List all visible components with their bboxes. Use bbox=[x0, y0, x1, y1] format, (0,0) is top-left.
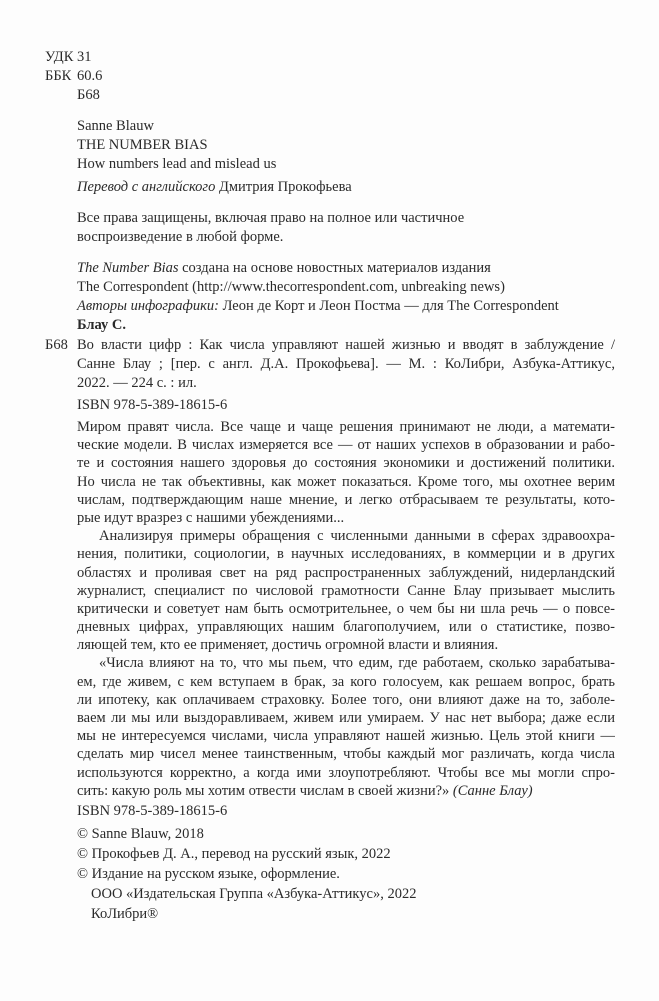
udk-label: УДК bbox=[45, 49, 74, 65]
publisher-line: ООО «Издательская Группа «Азбука-Аттикус», 2022 bbox=[91, 886, 417, 902]
original-subtitle: How numbers lead and mislead us bbox=[77, 156, 277, 172]
annotation-line: нения, политики, социологии, в научных исследованиях, в коммерции и в других bbox=[77, 546, 615, 563]
original-title-block bbox=[77, 117, 615, 174]
catalog-line: Санне Блау ; [пер. с англ. Д.А. Прокофьева]. — М. : КоЛибри, Азбука-Аттикус, bbox=[77, 356, 615, 372]
translation-credit bbox=[77, 178, 615, 197]
udk-value: 31 bbox=[77, 49, 92, 65]
translation-prefix: Перевод с английского bbox=[77, 179, 216, 195]
source-text: The Correspondent (http://www.thecorrespondent.com, unbreaking news) bbox=[77, 279, 505, 295]
annotation-line: Анализируя примеры обращения с численными данными в сферах здравоохра- bbox=[99, 528, 615, 545]
annotation-line: те и состояния нашего здоровья до состояния экономики и достижений политики. bbox=[77, 455, 615, 472]
annotation-line: сделать мир чисел менее таинственным, чтобы каждый мог различать, когда числа bbox=[77, 746, 615, 763]
rights-line: воспроизведение в любой форме. bbox=[77, 229, 284, 245]
copyright-line: © Прокофьев Д. А., перевод на русский язык, 2022 bbox=[77, 846, 391, 862]
source-notice bbox=[77, 259, 615, 316]
annotation-line: сить: какую роль мы хотим отвести числам в своей жизни?» bbox=[77, 782, 450, 799]
annotation-line: областях и проливая свет на ряд распространенных заблуждений, нидерландский bbox=[77, 564, 615, 581]
annotation-line: ческие модели. В числах измеряется все — от наших успехов в образовании и рабо- bbox=[77, 437, 615, 454]
catalog-mark: Б68 bbox=[45, 337, 68, 353]
bbk-value: 60.6 bbox=[77, 68, 103, 84]
infographics-label: Авторы инфографики: bbox=[77, 298, 219, 314]
rights-notice bbox=[77, 209, 615, 247]
catalog-author: Блау С. bbox=[77, 317, 127, 333]
annotation-line: мы не интересуемся числами, числа управляют нашей жизнью. Цель этой книги — bbox=[77, 728, 615, 745]
annotation-line: критически и советует нам быть осмотрительнее, о чем бы ни шла речь — о повсе- bbox=[77, 600, 615, 617]
source-title: The Number Bias bbox=[77, 260, 179, 276]
catalog-entry bbox=[45, 316, 615, 415]
annotation-line: ваем ли мы или выздоравливаем, живем или умираем. У нас нет выбора; даже если bbox=[77, 710, 615, 726]
annotation-line: ем, где живем, с кем вступаем в брак, за кого голосуем, как решаем вопрос, брать bbox=[77, 673, 615, 690]
annotation-line: Миром правят числа. Все чаще и чаще решения принимают не люди, а математи- bbox=[77, 419, 615, 435]
annotation-line: Но числа не так объективны, как может показаться. Кроме того, мы охотнее верим bbox=[77, 473, 615, 490]
copyright-line: © Sanne Blauw, 2018 bbox=[77, 826, 204, 842]
imprint-line: КоЛибри® bbox=[91, 906, 159, 922]
annotation bbox=[77, 418, 615, 800]
copyright-block bbox=[77, 802, 615, 924]
quote-attribution: (Санне Блау) bbox=[452, 782, 533, 799]
original-title: THE NUMBER BIAS bbox=[77, 137, 208, 153]
infographics-authors: Леон де Корт и Леон Постма — для The Correspondent bbox=[222, 298, 559, 314]
catalog-line: Во власти цифр : Как числа управляют нашей жизнью и вводят в заблуждение / bbox=[77, 337, 615, 353]
annotation-line: рые идут вразрез с нашими убеждениями... bbox=[77, 509, 345, 526]
annotation-line: «Числа влияют на то, что мы пьем, что едим, где работаем, сколько зарабатыва- bbox=[99, 655, 615, 672]
translator-name: Дмитрия Прокофьева bbox=[218, 179, 352, 195]
catalog-line: 2022. — 224 с. : ил. bbox=[77, 375, 197, 391]
annotation-line: ляющей тем, кто ее применяет, достичь огромной власти и влияния. bbox=[77, 637, 499, 654]
rights-line: Все права защищены, включая право на полное или частичное bbox=[77, 210, 465, 226]
original-author: Sanne Blauw bbox=[77, 118, 154, 134]
catalog-isbn: ISBN 978-5-389-18615-6 bbox=[77, 397, 228, 413]
annotation-line: журналист, специалист по числовой грамотности Санне Блау призывает мыслить bbox=[77, 582, 615, 599]
source-text: создана на основе новостных материалов издания bbox=[182, 260, 491, 276]
copyright-line: © Издание на русском языке, оформление. bbox=[77, 866, 340, 882]
annotation-line: используются корректно, а когда ими злоупотребляют. Чтобы все мы могли спро- bbox=[77, 764, 615, 781]
bbk-label: ББК bbox=[45, 68, 72, 84]
annotation-line: ли ипотеку, как оплачиваем страховку. Более того, они влияют даже на то, заболе- bbox=[77, 691, 615, 708]
annotation-line: дневных цифрах, управляющих нашим благополучием, или о статистике, позво- bbox=[77, 619, 615, 636]
annotation-line: числам, подтверждающим наше мнение, и легко отбрасываем те результаты, кото- bbox=[77, 491, 615, 508]
footer-isbn: ISBN 978-5-389-18615-6 bbox=[77, 803, 228, 819]
author-mark: Б68 bbox=[77, 87, 100, 103]
